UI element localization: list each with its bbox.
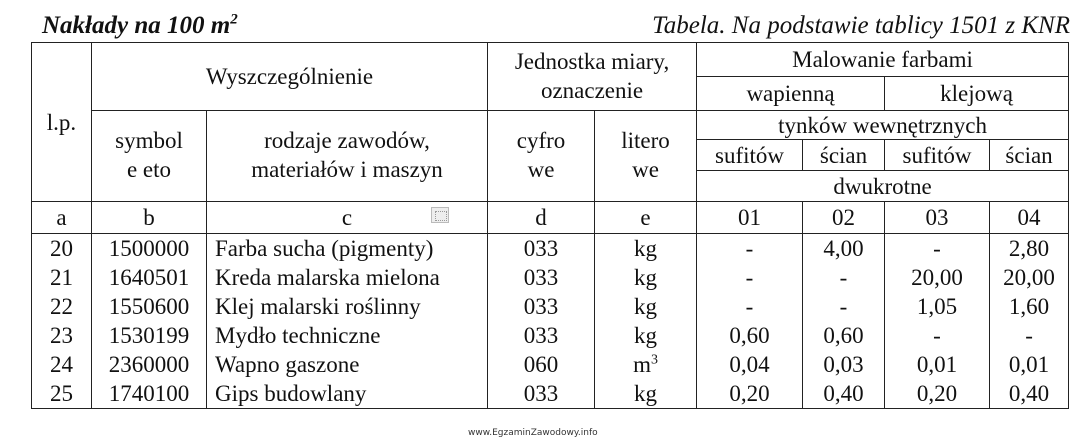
cell-name: Kreda malarska mielona	[207, 263, 488, 292]
cell-name: Klej malarski roślinny	[207, 292, 488, 321]
cell-litero: kg	[595, 234, 697, 264]
cell-c03: 0,20	[885, 379, 990, 409]
cell-c01: 0,20	[697, 379, 803, 409]
column-letter: a	[32, 202, 92, 234]
cell-c02: 0,40	[803, 379, 885, 409]
table-row	[32, 234, 1069, 264]
cell-c04: 0,40	[990, 379, 1069, 409]
header-rodzaje: rodzaje zawodów, materiałów i maszyn	[207, 111, 488, 202]
cell-c01: -	[697, 292, 803, 321]
cell-name: Mydło techniczne	[207, 321, 488, 350]
header-malowanie: Malowanie farbami	[697, 43, 1069, 77]
cell-symbol: 1640501	[92, 263, 207, 292]
cell-c03: -	[885, 321, 990, 350]
knr-table	[31, 42, 1069, 409]
cell-c01: 0,60	[697, 321, 803, 350]
header-wyszczegolnienie: Wyszczególnienie	[92, 43, 488, 111]
header-sufitow-2: sufitów	[885, 140, 990, 171]
cell-cyfro: 033	[488, 234, 595, 264]
cell-cyfro: 033	[488, 321, 595, 350]
cell-cyfro: 033	[488, 292, 595, 321]
cell-litero: kg	[595, 379, 697, 409]
cell-c01: -	[697, 263, 803, 292]
header-sufitow-1: sufitów	[697, 140, 803, 171]
header-wapienna: wapienną	[697, 77, 885, 111]
cell-c02: 0,60	[803, 321, 885, 350]
column-letter: b	[92, 202, 207, 234]
column-letter: 04	[990, 202, 1069, 234]
header-symbol: symbol e eto	[92, 111, 207, 202]
column-letter: 02	[803, 202, 885, 234]
header-jednostka: Jednostka miary, oznaczenie	[488, 43, 697, 111]
column-letter: 01	[697, 202, 803, 234]
column-letter: d	[488, 202, 595, 234]
cell-c03: 20,00	[885, 263, 990, 292]
column-letter-row	[32, 202, 1069, 234]
cell-c04: 20,00	[990, 263, 1069, 292]
cell-litero: $m^3$	[595, 350, 697, 379]
cell-cyfro: 033	[488, 379, 595, 409]
cell-litero: kg	[595, 321, 697, 350]
cell-c03: 1,05	[885, 292, 990, 321]
table-row	[32, 321, 1069, 350]
table-row	[32, 379, 1069, 409]
watermark-text: www.EgzaminZawodowy.info	[468, 428, 598, 438]
column-letter: e	[595, 202, 697, 234]
table-row	[32, 263, 1069, 292]
cell-symbol: 1740100	[92, 379, 207, 409]
header-tynkow: tynków wewnętrznych	[697, 111, 1069, 140]
cell-c02: -	[803, 263, 885, 292]
table-caption-right: Tabela. Na podstawie tablicy 1501 z KNR	[652, 12, 1070, 39]
cell-lp: 22	[32, 292, 92, 321]
cell-lp: 20	[32, 234, 92, 264]
cell-litero: kg	[595, 292, 697, 321]
cell-symbol: 1550600	[92, 292, 207, 321]
cell-c04: 1,60	[990, 292, 1069, 321]
cell-c02: 4,00	[803, 234, 885, 264]
cell-c04: -	[990, 321, 1069, 350]
cell-c04: 2,80	[990, 234, 1069, 264]
cell-lp: 25	[32, 379, 92, 409]
cell-c03: -	[885, 234, 990, 264]
cell-symbol: 2360000	[92, 350, 207, 379]
cell-symbol: 1500000	[92, 234, 207, 264]
table-row	[32, 350, 1069, 379]
header-klejowa: klejową	[885, 77, 1069, 111]
cell-lp: 23	[32, 321, 92, 350]
cell-c01: -	[697, 234, 803, 264]
table-row	[32, 292, 1069, 321]
cell-c04: 0,01	[990, 350, 1069, 379]
header-scian-2: ścian	[990, 140, 1069, 171]
cell-lp: 24	[32, 350, 92, 379]
cell-name: Gips budowlany	[207, 379, 488, 409]
header-cyfrowe: cyfro we	[488, 111, 595, 202]
cell-lp: 21	[32, 263, 92, 292]
column-letter: c	[207, 202, 488, 234]
column-letter: 03	[885, 202, 990, 234]
cell-c03: 0,01	[885, 350, 990, 379]
cell-c01: 0,04	[697, 350, 803, 379]
header-lp: l.p.	[32, 43, 92, 202]
embedded-object-icon	[431, 207, 449, 223]
cell-cyfro: 060	[488, 350, 595, 379]
header-literowe: litero we	[595, 111, 697, 202]
header-dwukrotne: dwukrotne	[697, 171, 1069, 202]
cell-name: Wapno gaszone	[207, 350, 488, 379]
cell-name: Farba sucha (pigmenty)	[207, 234, 488, 264]
header-scian-1: ścian	[803, 140, 885, 171]
cell-symbol: 1530199	[92, 321, 207, 350]
cell-litero: kg	[595, 263, 697, 292]
cell-c02: -	[803, 292, 885, 321]
cell-c02: 0,03	[803, 350, 885, 379]
table-caption-left: Nakłady na 100 $m^2$	[42, 11, 238, 39]
cell-cyfro: 033	[488, 263, 595, 292]
